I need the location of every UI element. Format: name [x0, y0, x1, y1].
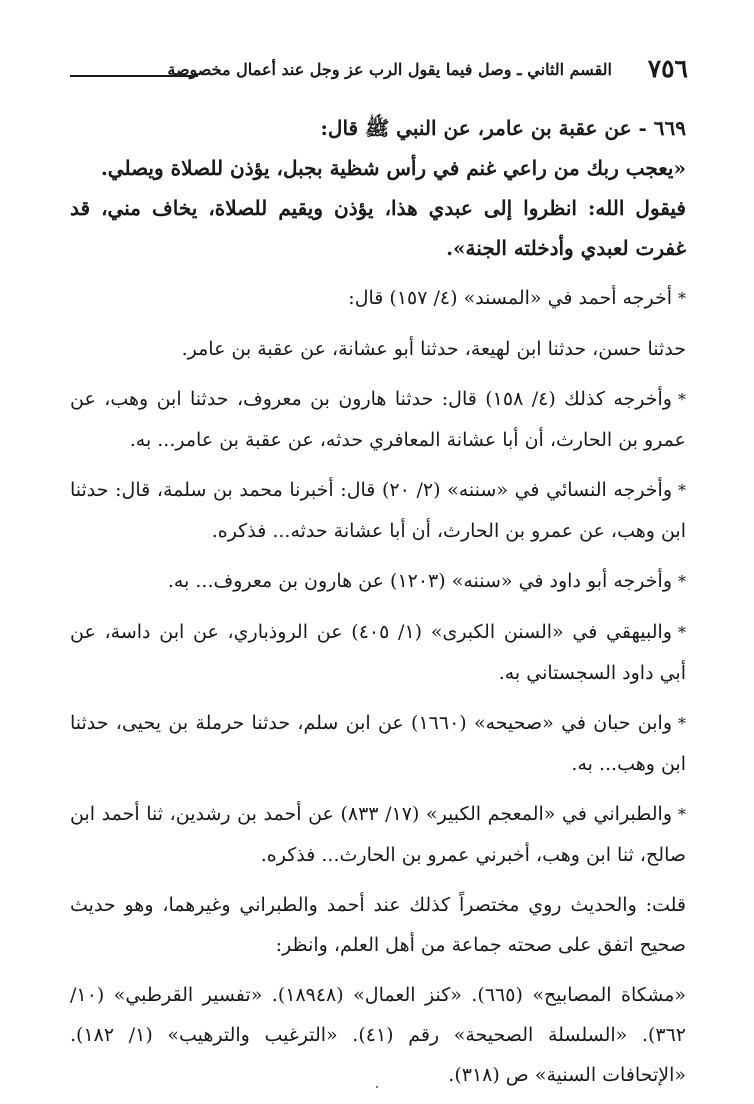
takhrij-paragraph [70, 561, 686, 602]
asterisk-icon: * [678, 481, 687, 500]
conclusion-paragraph: قلت: والحديث روي مختصراً كذلك عند أحمد والطبراني وغيرهما، وهو حديث صحيح اتفق على صحته جماعة من أهل العلم، وانظر: [70, 894, 686, 956]
running-title: القسم الثاني ـ وصل فيما يقول الرب عز وجل عند أعمال مخصوصة [167, 60, 612, 79]
takhrij-text: والطبراني في «المعجم الكبير» (١٧/ ٨٣٣) عن أحمد بن رشدين، ثنا أحمد ابن صالح، ثنا ابن وهب، أخبرني عمرو بن الحارث... فذكره. [70, 803, 686, 866]
hadith-intro: ٦٦٩ - عن عقبة بن عامر، عن النبي ﷺ قال: [320, 116, 686, 140]
takhrij-text: وأخرجه كذلك (٤/ ١٥٨) قال: حدثنا هارون بن معروف، حدثنا ابن وهب، عن عمرو بن الحارث، أن أبا عشانة المعافري حدثه، عن عقبة بن عامر... به. [70, 388, 686, 451]
isnad-chain: حدثنا حسن، حدثنا ابن لهيعة، حدثنا أبو عشانة، عن عقبة بن عامر. [181, 338, 686, 360]
asterisk-icon: * [678, 572, 686, 591]
takhrij-text: والبيهقي في «السنن الكبرى» (١/ ٤٠٥) عن الروذباري، عن ابن داسة، عن أبي داود السجستاني به. [70, 621, 686, 684]
takhrij-paragraph [70, 470, 686, 551]
header-rule [70, 75, 198, 77]
page-header [70, 54, 688, 88]
page-body [70, 108, 686, 1095]
takhrij-text: وأخرجه النسائي في «سننه» (٢/ ٢٠) قال: أخبرنا محمد بن سلمة، قال: حدثنا ابن وهب، عن عمرو بن الحارث، أن أبا عشانة حدثه... فذكره. [70, 479, 686, 542]
takhrij-paragraph [70, 612, 686, 693]
asterisk-icon: * [678, 714, 687, 733]
takhrij-text: أخرجه أحمد في «المسند» (٤/ ١٥٧) قال: [348, 287, 672, 309]
asterisk-icon: * [678, 289, 686, 308]
hadith-text-1: «يعجب ربك من راعي غنم في رأس شظية بجبل، يؤذن للصلاة ويصلي. [100, 156, 686, 180]
page-mark [376, 1086, 378, 1088]
takhrij-paragraph [70, 379, 686, 460]
takhrij-text: وأخرجه أبو داود في «سننه» (١٢٠٣) عن هارون بن معروف... به. [167, 570, 672, 592]
hadith-text-2: فيقول الله: انظروا إلى عبدي هذا، يؤذن ويقيم للصلاة، يخاف مني، قد غفرت لعبدي وأدخلته الجنة». [70, 196, 686, 260]
takhrij-text: وابن حبان في «صحيحه» (١٦٦٠) عن ابن سلم، حدثنا حرملة بن يحيى، حدثنا ابن وهب... به. [70, 712, 686, 775]
takhrij-paragraph [70, 278, 686, 319]
takhrij-paragraph [70, 794, 686, 875]
asterisk-icon: * [678, 805, 686, 824]
takhrij-paragraph [70, 703, 686, 784]
asterisk-icon: * [677, 623, 686, 642]
asterisk-icon: * [677, 390, 686, 409]
page-number: ٧٥٦ [647, 54, 688, 83]
references-paragraph: «مشكاة المصابيح» (٦٦٥). «كنز العمال» (١٨٩٤٨). «تفسير القرطبي» (١٠/ ٣٦٢). «السلسلة الصحيحة» رقم (٤١). «الترغيب والترهيب» (١/ ١٨٢). «الإتحافات السنية» ص (٣١٨). [70, 984, 686, 1086]
